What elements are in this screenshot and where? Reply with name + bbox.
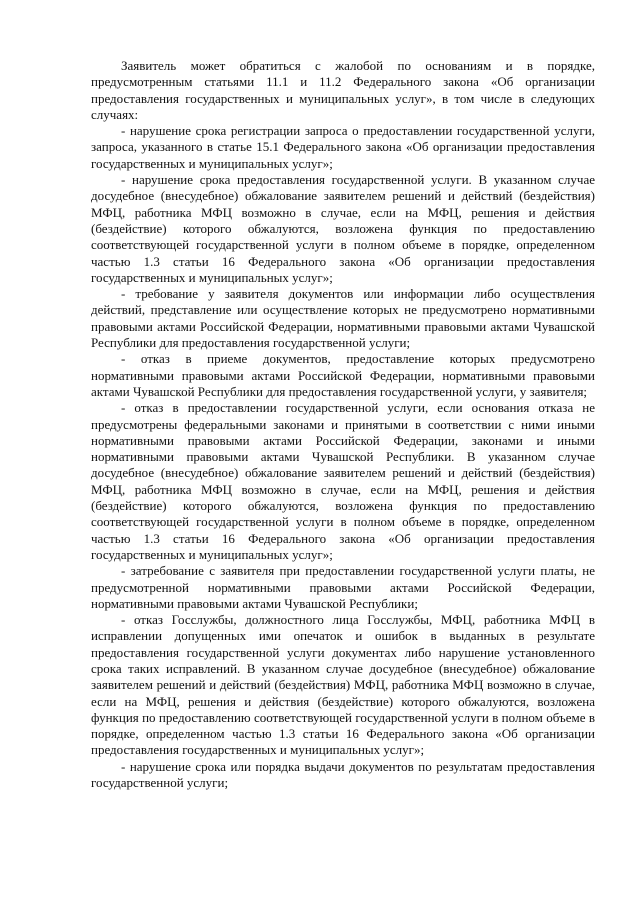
document-page bbox=[91, 58, 595, 791]
list-item-excess-documents: - требование у заявителя документов или информации либо осуществления действий, представление или осуществление которых не предусмотрено нормативными правовыми актами Российской Федерации, нормативными правовыми актами Чувашской Республики для предоставления государственной услуги; bbox=[91, 286, 595, 351]
list-item-refusal-of-service: - отказ в предоставлении государственной услуги, если основания отказа не предусмотрены федеральными законами и принятыми в соответствии с ними иными нормативными правовыми актами Российской Федерации, законами и иными нормативными правовыми актами Чувашской Республики. В указанном случае досудебное (внесудебное) обжалование заявителем решений и действий (бездействия) МФЦ, работника МФЦ возможно в случае, если на МФЦ, решения и действия (бездействие) которого обжалуются, возложена функция по предоставлению соответствующей государственной услуги в полном объеме в порядке, определенном частью 1.3 статьи 16 Федерального закона «Об организации предоставления государственных и муниципальных услуг»; bbox=[91, 400, 595, 562]
list-item-service-deadline: - нарушение срока предоставления государственной услуги. В указанном случае досудебное (внесудебное) обжалование заявителем решений и действий (бездействия) МФЦ, работника МФЦ возможно в случае, если на МФЦ, решения и действия (бездействие) которого обжалуются, возложена функция по предоставлению соответствующей государственной услуги в полном объеме в порядке, определенном частью 1.3 статьи 16 Федерального закона «Об организации предоставления государственных и муниципальных услуг»; bbox=[91, 172, 595, 285]
list-item-refusal-to-accept: - отказ в приеме документов, предоставление которых предусмотрено нормативными правовыми актами Российской Федерации, нормативными правовыми актами Чувашской Республики для предоставления государственной услуги, у заявителя; bbox=[91, 351, 595, 399]
list-item-refusal-to-correct: - отказ Госслужбы, должностного лица Госслужбы, МФЦ, работника МФЦ в исправлении допущенных ими опечаток и ошибок в выданных в результате предоставления государственной услуги документах либо нарушение установленного срока таких исправлений. В указанном случае досудебное (внесудебное) обжалование заявителем решений и действий (бездействия) МФЦ, работника МФЦ возможно в случае, если на МФЦ, решения и действия (бездействие) которого обжалуются, возложена функция по предоставлению соответствующей государственной услуги в полном объеме в порядке, определенном частью 1.3 статьи 16 Федерального закона «Об организации предоставления государственных и муниципальных услуг»; bbox=[91, 612, 595, 758]
list-item-registration-deadline: - нарушение срока регистрации запроса о предоставлении государственной услуги, запроса, указанного в статье 15.1 Федерального закона «Об организации предоставления государственных и муниципальных услуг»; bbox=[91, 123, 595, 171]
list-item-unlawful-fee: - затребование с заявителя при предоставлении государственной услуги платы, не предусмотренной нормативными правовыми актами Российской Федерации, нормативными правовыми актами Чувашской Республики; bbox=[91, 563, 595, 611]
intro-paragraph: Заявитель может обратиться с жалобой по основаниям и в порядке, предусмотренным статьями 11.1 и 11.2 Федерального закона «Об организации предоставления государственных и муниципальных услуг», в том числе в следующих случаях: bbox=[91, 58, 595, 122]
list-item-issuance-violation: - нарушение срока или порядка выдачи документов по результатам предоставления государственной услуги; bbox=[91, 758, 595, 791]
